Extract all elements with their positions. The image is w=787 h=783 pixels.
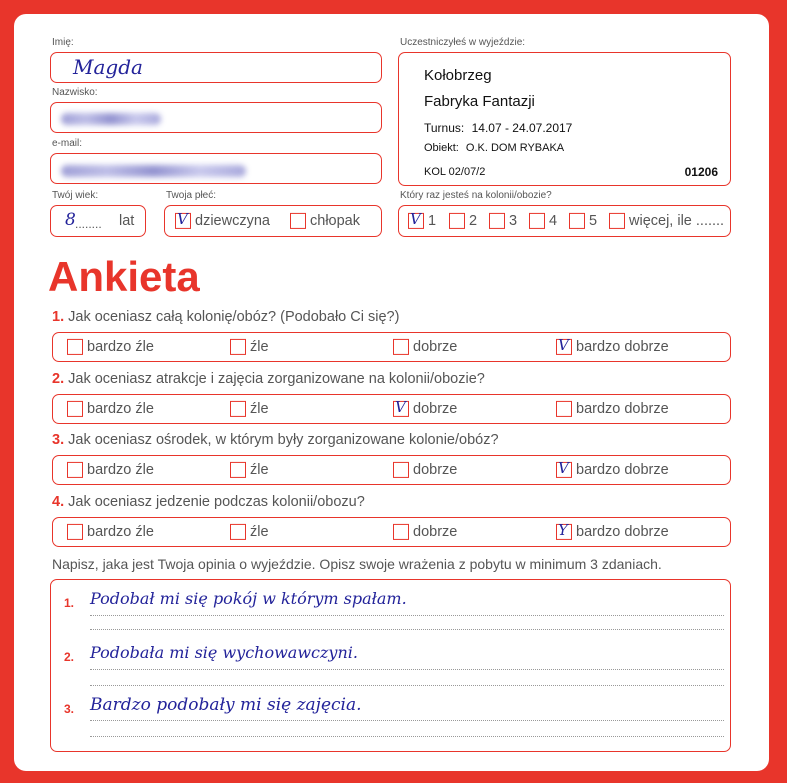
opinion-rule — [90, 720, 724, 721]
which-time-label-2: 2 — [469, 213, 478, 230]
question-3 — [52, 432, 499, 448]
q4-very-bad-label: bardzo źle — [87, 524, 154, 541]
gender-girl-label: dziewczyna — [195, 213, 270, 230]
q2-very-good-label: bardzo dobrze — [576, 401, 669, 418]
question-3-number: 3. — [52, 432, 65, 448]
email-label: e-mail: — [52, 138, 83, 149]
q3-very-bad-option[interactable] — [67, 462, 154, 478]
which-time-checkbox-more[interactable] — [609, 213, 625, 229]
trip-company: Fabryka Fantazji — [424, 93, 535, 110]
check-mark: V — [558, 459, 569, 478]
email-field[interactable] — [50, 153, 382, 184]
q4-very-good-label: bardzo dobrze — [576, 524, 669, 541]
redacted-email — [61, 165, 246, 177]
question-1 — [52, 309, 399, 325]
q3-very-good-label: bardzo dobrze — [576, 462, 669, 479]
gender-label: Twoja płeć: — [166, 190, 217, 201]
q1-very-bad-option[interactable] — [67, 339, 154, 355]
age-value: 8 — [65, 210, 76, 230]
q2-very-bad-checkbox[interactable] — [67, 401, 83, 417]
q3-good-label: dobrze — [413, 462, 458, 479]
q4-very-good-checkbox[interactable] — [556, 521, 572, 540]
which-time-option-1[interactable] — [408, 210, 437, 230]
q1-bad-checkbox[interactable] — [230, 339, 246, 355]
q1-very-bad-label: bardzo źle — [87, 339, 154, 356]
question-4-answers — [52, 517, 731, 547]
opinion-rule — [90, 629, 724, 630]
q4-very-bad-checkbox[interactable] — [67, 524, 83, 540]
question-2-answers — [52, 394, 731, 424]
question-1-number: 1. — [52, 309, 65, 325]
gender-boy-option[interactable] — [290, 213, 360, 229]
q3-bad-option[interactable] — [230, 462, 269, 478]
q4-good-option[interactable] — [393, 524, 457, 540]
q1-very-good-label: bardzo dobrze — [576, 339, 669, 356]
which-time-label-1: 1 — [428, 213, 437, 230]
q4-good-checkbox[interactable] — [393, 524, 409, 540]
opinion-rule — [90, 669, 724, 670]
which-time-option-more[interactable] — [609, 213, 724, 229]
which-time-option-2[interactable] — [449, 213, 477, 229]
q1-very-good-checkbox[interactable] — [556, 336, 572, 355]
which-time-label-3: 3 — [509, 213, 518, 230]
question-2 — [52, 371, 485, 387]
age-label: Twój wiek: — [52, 190, 99, 201]
which-time-label-more: więcej, ile ....... — [629, 213, 725, 230]
check-mark: V — [177, 210, 188, 229]
check-mark: Y — [558, 521, 568, 540]
which-time-field — [398, 205, 731, 237]
which-time-checkbox-1[interactable] — [408, 210, 424, 229]
q1-very-good-option[interactable] — [556, 336, 669, 356]
which-time-label-4: 4 — [549, 213, 558, 230]
opinion-rule — [90, 736, 724, 737]
q4-very-bad-option[interactable] — [67, 524, 154, 540]
q1-good-option[interactable] — [393, 339, 457, 355]
gender-girl-checkbox[interactable] — [175, 210, 191, 229]
gender-boy-label: chłopak — [310, 213, 360, 230]
age-unit: lat — [119, 213, 135, 229]
opinion-rule — [90, 685, 724, 686]
q3-very-bad-label: bardzo źle — [87, 462, 154, 479]
object-label: Obiekt: — [424, 142, 459, 154]
question-4-number: 4. — [52, 494, 65, 510]
q1-good-checkbox[interactable] — [393, 339, 409, 355]
which-time-label-5: 5 — [589, 213, 598, 230]
opinion-line-2-text: Podobała mi się wychowawczyni. — [90, 643, 358, 662]
q2-very-good-checkbox[interactable] — [556, 401, 572, 417]
question-1-text: Jak oceniasz całą kolonię/obóz? (Podobało Ci się?) — [68, 309, 400, 325]
survey-page — [14, 14, 769, 771]
question-3-text: Jak oceniasz ośrodek, w którym były zorganizowane kolonie/obóz? — [68, 432, 499, 448]
name-field[interactable] — [50, 52, 382, 83]
turnus-value: 14.07 - 24.07.2017 — [471, 121, 573, 135]
q4-very-good-option[interactable] — [556, 521, 669, 541]
name-value: Magda — [73, 55, 143, 79]
surname-label: Nazwisko: — [52, 87, 98, 98]
opinion-line-2-number: 2. — [64, 650, 75, 664]
opinion-line-3-number: 3. — [64, 702, 75, 716]
which-time-option-5[interactable] — [569, 213, 597, 229]
q2-bad-option[interactable] — [230, 401, 269, 417]
surname-field[interactable] — [50, 102, 382, 133]
trip-number: 01206 — [684, 165, 718, 179]
trip-label: Uczestniczyłeś w wyjeździe: — [400, 37, 526, 48]
q1-good-label: dobrze — [413, 339, 458, 356]
opinion-line-1-number: 1. — [64, 596, 75, 610]
age-field[interactable] — [50, 205, 146, 237]
check-mark: V — [395, 398, 406, 417]
q4-good-label: dobrze — [413, 524, 458, 541]
trip-code: KOL 02/07/2 — [424, 166, 486, 178]
which-time-option-3[interactable] — [489, 213, 517, 229]
q2-very-good-option[interactable] — [556, 401, 669, 417]
gender-girl-option[interactable] — [175, 210, 270, 230]
q2-good-checkbox[interactable] — [393, 398, 409, 417]
age-dots: ........ — [75, 217, 102, 231]
opinion-line-1-text: Podobał mi się pokój w którym spałam. — [90, 589, 407, 608]
opinion-rule — [90, 615, 724, 616]
question-3-answers — [52, 455, 731, 485]
which-time-checkbox-4[interactable] — [529, 213, 545, 229]
q2-bad-checkbox[interactable] — [230, 401, 246, 417]
q2-very-bad-label: bardzo źle — [87, 401, 154, 418]
q1-bad-label: źle — [250, 339, 269, 356]
which-time-checkbox-3[interactable] — [489, 213, 505, 229]
q4-bad-label: źle — [250, 524, 269, 541]
q3-good-option[interactable] — [393, 462, 457, 478]
q1-very-bad-checkbox[interactable] — [67, 339, 83, 355]
trip-box — [398, 52, 731, 186]
q3-very-good-option[interactable] — [556, 459, 669, 479]
q2-bad-label: źle — [250, 401, 269, 418]
gender-field — [164, 205, 382, 237]
question-1-answers — [52, 332, 731, 362]
q4-bad-checkbox[interactable] — [230, 524, 246, 540]
opinion-line-3-text: Bardzo podobały mi się zajęcia. — [90, 695, 362, 715]
q3-very-good-checkbox[interactable] — [556, 459, 572, 478]
name-label: Imię: — [52, 37, 74, 48]
opinion-prompt: Napisz, jaka jest Twoja opinia o wyjeździe. Opisz swoje wrażenia z pobytu w minimum 3 zdaniach. — [52, 556, 662, 572]
q2-good-option[interactable] — [393, 398, 458, 418]
which-time-option-4[interactable] — [529, 213, 557, 229]
question-2-number: 2. — [52, 371, 65, 387]
object-value: O.K. DOM RYBAKA — [465, 142, 565, 154]
q3-very-bad-checkbox[interactable] — [67, 462, 83, 478]
q1-bad-option[interactable] — [230, 339, 269, 355]
q3-bad-checkbox[interactable] — [230, 462, 246, 478]
check-mark: V — [410, 210, 421, 229]
q2-good-label: dobrze — [413, 401, 458, 418]
question-2-text: Jak oceniasz atrakcje i zajęcia zorganizowane na kolonii/obozie? — [68, 371, 485, 387]
trip-city: Kołobrzeg — [424, 67, 492, 84]
survey-title: Ankieta — [48, 253, 200, 300]
check-mark: V — [558, 336, 569, 355]
which-time-checkbox-2[interactable] — [449, 213, 465, 229]
redacted-surname — [61, 113, 161, 125]
q4-bad-option[interactable] — [230, 524, 269, 540]
which-time-label: Który raz jesteś na kolonii/obozie? — [400, 190, 552, 201]
q3-good-checkbox[interactable] — [393, 462, 409, 478]
question-4-text: Jak oceniasz jedzenie podczas kolonii/obozu? — [68, 494, 365, 510]
q3-bad-label: źle — [250, 462, 269, 479]
which-time-checkbox-5[interactable] — [569, 213, 585, 229]
q2-very-bad-option[interactable] — [67, 401, 154, 417]
turnus-label: Turnus: — [424, 121, 465, 135]
gender-boy-checkbox[interactable] — [290, 213, 306, 229]
question-4 — [52, 494, 365, 510]
